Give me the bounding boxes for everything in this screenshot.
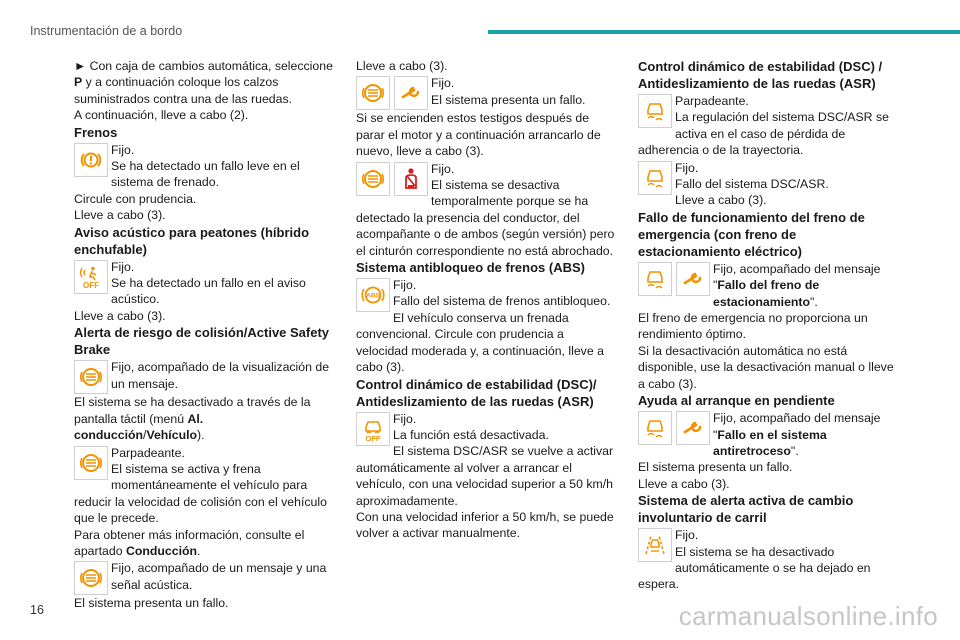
section-heading-dsc: Control dinámico de estabilidad (DSC)/ Antideslizamiento de las ruedas (ASR)	[356, 376, 597, 409]
brake-warning-icon	[74, 143, 108, 177]
wrench-icon	[676, 262, 710, 296]
section-heading-epb: Fallo de funcionamiento del freno de emergencia (con freno de estacionamiento eléctrico)	[638, 209, 865, 259]
collision-alert-icon	[74, 446, 108, 480]
collision-alert-icon	[74, 360, 108, 394]
section-heading-abs: Sistema antibloqueo de frenos (ABS)	[356, 260, 585, 276]
section-heading-frenos: Frenos	[74, 124, 118, 140]
dsc-skid-icon	[638, 94, 672, 128]
header-accent-bar	[488, 30, 960, 34]
section-heading-alerta: Alerta de riesgo de colisión/Active Safety Brake	[74, 325, 330, 358]
column-2: Lleve a cabo (3). Fijo. El sistema presenta un fallo. Si se encienden estos testigos después de parar el motor y a continuación arrancarlo de nuevo, lleve a cabo (3). Fijo. El sistema se desactiva temporalmente porque se ha detectado la presencia del conductor, del acompañante o de ambos (según versión) pero el cinturón correspondiente no está abrochado. Sistema antibloqueo de frenos (ABS) ABS Fijo. Fallo del sistema de frenos antibloqueo. El vehículo conserva un frenada convencional. Circule con prudencia a velocidad moderada y, a continuación, lleve a cabo (3). Control dinámico de estabilidad (DSC)/ Antideslizamiento de las ruedas (ASR) OFF Fijo. La función está desactivada. El sistema DSC/ASR se vuelve a activar automáticamente al volver a arrancar el vehículo, con una velocidad superior a 50 km/h aproximadamente. Con una velocidad inferior a 50 km/h, se puede volver a activar manualmente.	[356, 58, 618, 542]
wrench-icon	[676, 411, 710, 445]
page-number: 16	[30, 603, 44, 617]
dsc-skid-icon	[638, 411, 672, 445]
wrench-icon	[394, 76, 428, 110]
section-heading-aviso: Aviso acústico para peatones (híbrido enchufable)	[74, 224, 310, 257]
paragraph: A continuación, lleve a cabo (2).	[74, 108, 249, 123]
svg-text:OFF: OFF	[365, 433, 381, 442]
seatbelt-icon	[394, 162, 428, 196]
column-1: ► Con caja de cambios automática, seleccione P y a continuación coloque los calzos suministrados contra una de las ruedas. A continuación, lleve a cabo (2). Frenos Fijo. Se ha detectado un fallo leve en el sistema de frenado. Circule con prudencia. Lleve a cabo (3). Aviso acústico para peatones (híbrido enchufable) OFF Fijo. Se ha detectado un fallo en el aviso acústico. Lleve a cabo (3). Alerta de riesgo de colisión/Active Safety Brake Fijo, acompañado de la visualización de un mensaje. El sistema se ha desactivado a través de la pantalla táctil (menú Al. conducción/Vehículo). Parpadeante. El sistema se activa y frena momentáneamente el vehículo para reducir la velocidad de colisión con el vehículo que le precede. Para obtener más información, consulte el apartado Conducción. Fijo, acompañado de un mensaje y una señal acústica. El sistema presenta un fallo.	[74, 58, 336, 612]
dsc-off-icon	[356, 412, 390, 446]
dsc-skid-icon	[638, 161, 672, 195]
page-header-title: Instrumentación de a bordo	[30, 24, 183, 38]
abs-warning-icon	[356, 278, 390, 312]
lane-departure-icon	[638, 528, 672, 562]
dsc-skid-icon	[638, 262, 672, 296]
svg-text:ABS: ABS	[366, 292, 380, 300]
collision-alert-icon	[74, 561, 108, 595]
paragraph: ► Con caja de cambios automática, seleccione P y a continuación coloque los calzos suministrados contra una de las ruedas.	[74, 59, 333, 106]
section-heading-dsc: Control dinámico de estabilidad (DSC) / Antideslizamiento de las ruedas (ASR)	[638, 59, 883, 91]
collision-alert-icon	[356, 76, 390, 110]
column-3: Control dinámico de estabilidad (DSC) / Antideslizamiento de las ruedas (ASR) Parpadeante. La regulación del sistema DSC/ASR se activa en el caso de pérdida de adherencia o de la trayectoria. Fijo. Fallo del sistema DSC/ASR. Lleve a cabo (3). Fallo de funcionamiento del freno de emergencia (con freno de estacionamiento eléctrico) Fijo, acompañado del mensaje "Fallo del freno de estacionamiento". El freno de emergencia no proporciona un rendimiento óptimo. Si la desactivación automática no está disponible, use la desactivación manual o lleve a cabo (3). Ayuda al arranque en pendiente Fijo, acompañado del mensaje "Fallo en el sistema antiretroceso". El sistema presenta un fallo. Lleve a cabo (3). Sistema de alerta activa de cambio involuntario de carril Fijo. El sistema se ha desactivado automáticamente o se ha dejado en espera.	[638, 58, 900, 593]
section-heading-hill: Ayuda al arranque en pendiente	[638, 393, 835, 409]
pedestrian-sound-off-icon	[74, 260, 108, 294]
section-heading-lane: Sistema de alerta activa de cambio involuntario de carril	[638, 493, 854, 526]
collision-alert-icon	[356, 162, 390, 196]
watermark: carmanualsonline.info	[678, 601, 938, 631]
svg-text:OFF: OFF	[83, 280, 99, 290]
